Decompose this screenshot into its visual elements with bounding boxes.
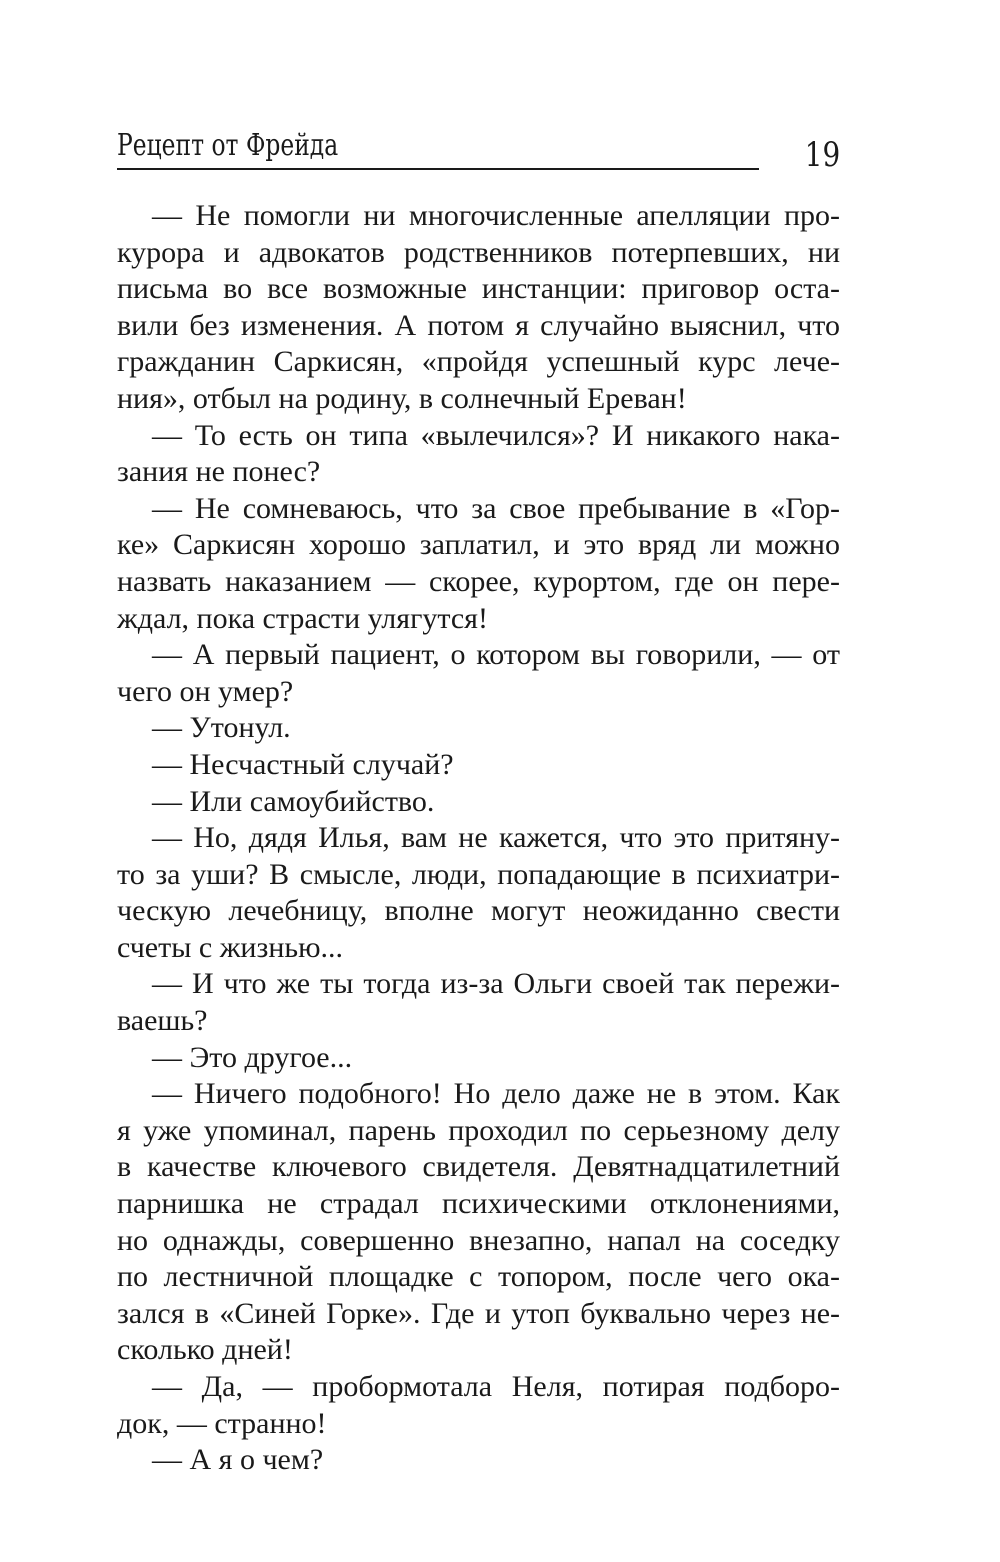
text-line: — То есть он типа «вылечился»? И никакого нака- bbox=[152, 418, 840, 452]
text-line: сколько дней! bbox=[117, 1333, 293, 1367]
text-line: — Но, дядя Илья, вам не кажется, что это притяну- bbox=[152, 821, 840, 855]
text-line: счеты с жизнью... bbox=[117, 930, 343, 964]
text-line: в качестве ключевого свидетеля. Девятнадцатилетний bbox=[117, 1150, 840, 1184]
text-line: ваешь? bbox=[117, 1004, 208, 1038]
text-line: чего он умер? bbox=[117, 674, 294, 708]
text-line: письма во все возможные инстанции: приговор оста- bbox=[117, 272, 840, 306]
text-line: ческую лечебницу, вполне могут неожиданно свести bbox=[117, 894, 840, 928]
text-line: — Ничего подобного! Но дело даже не в этом. Как bbox=[152, 1077, 840, 1111]
text-line: — Это другое... bbox=[152, 1040, 353, 1074]
text-line: — Утонул. bbox=[152, 711, 291, 745]
text-line: — И что же ты тогда из-за Ольги своей так пережи- bbox=[152, 967, 840, 1001]
text-line: зания не понес? bbox=[117, 455, 321, 489]
text-line: курора и адвокатов родственников потерпевших, ни bbox=[117, 235, 840, 269]
text-line: зался в «Синей Горке». Где и утоп буквально через не- bbox=[117, 1296, 840, 1330]
running-title: Рецепт от Фрейда bbox=[117, 128, 339, 163]
text-line: парнишка не страдал психическими отклонениями, bbox=[117, 1187, 840, 1221]
text-line: ждал, пока страсти улягутся! bbox=[117, 601, 488, 635]
text-line: — Да, — пробормотала Неля, потирая подборо- bbox=[152, 1370, 840, 1403]
body-text bbox=[117, 198, 840, 1479]
text-line: — А первый пациент, о котором вы говорили, — от bbox=[152, 638, 840, 672]
text-line: — Не сомневаюсь, что за свое пребывание в «Гор- bbox=[152, 491, 840, 525]
text-line: ния», отбыл на родину, в солнечный Ереван! bbox=[117, 381, 687, 415]
text-line: — Или самоубийство. bbox=[152, 784, 435, 818]
text-line: я уже упоминал, парень проходил по серьезному делу bbox=[117, 1113, 840, 1147]
text-line: назвать наказанием — скорее, курортом, где он пере- bbox=[117, 564, 840, 598]
page-number: 19 bbox=[804, 135, 840, 175]
text-line: по лестничной площадке с топором, после чего ока- bbox=[117, 1260, 840, 1294]
text-line: док, — странно! bbox=[117, 1406, 327, 1440]
text-line: гражданин Саркисян, «пройдя успешный курс лече- bbox=[117, 345, 840, 379]
text-line: то за уши? В смысле, люди, попадающие в психиатри- bbox=[117, 857, 840, 891]
text-line: вили без изменения. А потом я случайно выяснил, что bbox=[117, 308, 840, 342]
text-line: — Не помогли ни многочисленные апелляции про- bbox=[152, 199, 840, 232]
header-rule bbox=[117, 168, 759, 170]
text-line: но однажды, совершенно внезапно, напал на соседку bbox=[117, 1223, 840, 1257]
text-line: — А я о чем? bbox=[152, 1443, 324, 1477]
text-line: — Несчастный случай? bbox=[152, 747, 454, 781]
text-line: ке» Саркисян хорошо заплатил, и это вряд ли можно bbox=[117, 528, 840, 562]
